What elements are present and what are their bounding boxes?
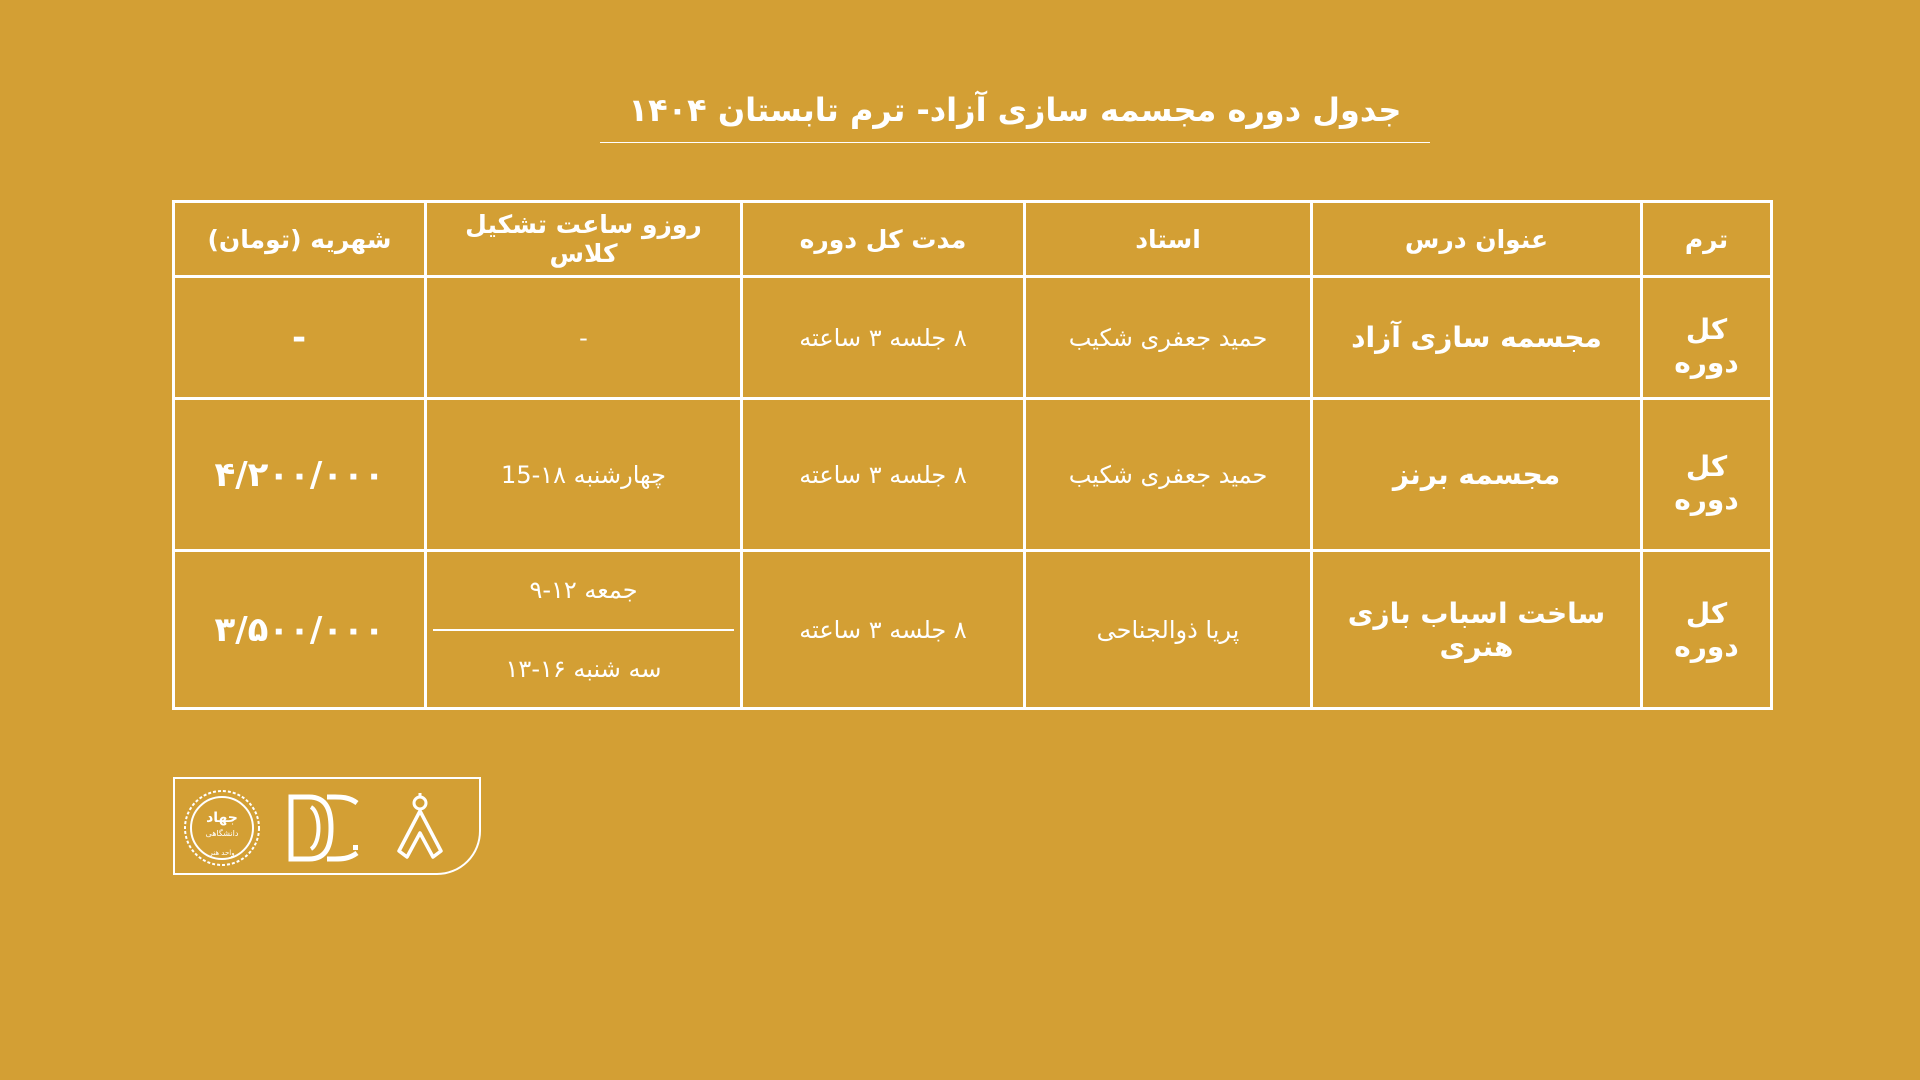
seal-text-top: جهاد: [206, 810, 238, 826]
compass-logo: [391, 791, 449, 865]
cell-duration: ۸ جلسه ۳ ساعته: [742, 399, 1025, 551]
cell-instructor: پریا ذوالجناحی: [1025, 551, 1312, 709]
seal-text-bottom: واحد هنر: [209, 849, 235, 857]
cell-schedule: -: [426, 277, 742, 399]
cell-schedule: [426, 551, 742, 709]
cell-duration: ۸ جلسه ۳ ساعته: [742, 551, 1025, 709]
cell-schedule: چهارشنبه ۱۸-15: [426, 399, 742, 551]
schedule-split: [433, 552, 734, 707]
table-row: [174, 551, 1772, 709]
cell-duration: ۸ جلسه ۳ ساعته: [742, 277, 1025, 399]
header-term: ترم: [1642, 202, 1772, 277]
cell-term: کل دوره: [1642, 399, 1772, 551]
header-course-title: عنوان درس: [1312, 202, 1642, 277]
header-duration: مدت کل دوره: [742, 202, 1025, 277]
cell-fee: ۳/۵۰۰/۰۰۰: [174, 551, 426, 709]
schedule-slot: سه شنبه ۱۶-۱۳: [433, 629, 734, 708]
cell-instructor: حمید جعفری شکیب: [1025, 399, 1312, 551]
table-header-row: [174, 202, 1772, 277]
dc-monogram-logo: [287, 793, 363, 863]
seal-logo: [183, 789, 261, 867]
cell-term: کل دوره: [1642, 277, 1772, 399]
table-row: [174, 399, 1772, 551]
logo-strip: [173, 777, 481, 875]
course-schedule-table: [172, 200, 1773, 710]
cell-course-title: مجسمه برنز: [1312, 399, 1642, 551]
table-row: [174, 277, 1772, 399]
seal-text-mid: دانشگاهی: [205, 829, 239, 838]
header-fee: شهریه (تومان): [174, 202, 426, 277]
cell-fee: ۴/۲۰۰/۰۰۰: [174, 399, 426, 551]
cell-course-title: مجسمه سازی آزاد: [1312, 277, 1642, 399]
cell-instructor: حمید جعفری شکیب: [1025, 277, 1312, 399]
title-underline: [600, 142, 1430, 143]
cell-course-title: ساخت اسباب بازی هنری: [1312, 551, 1642, 709]
cell-term: کل دوره: [1642, 551, 1772, 709]
header-schedule: روزو ساعت تشکیل کلاس: [426, 202, 742, 277]
page-title: جدول دوره مجسمه سازی آزاد- ترم تابستان ۱۴۰۴: [628, 91, 1402, 129]
cell-fee: -: [174, 277, 426, 399]
schedule-slot: جمعه ۱۲-۹: [529, 576, 638, 605]
header-instructor: استاد: [1025, 202, 1312, 277]
